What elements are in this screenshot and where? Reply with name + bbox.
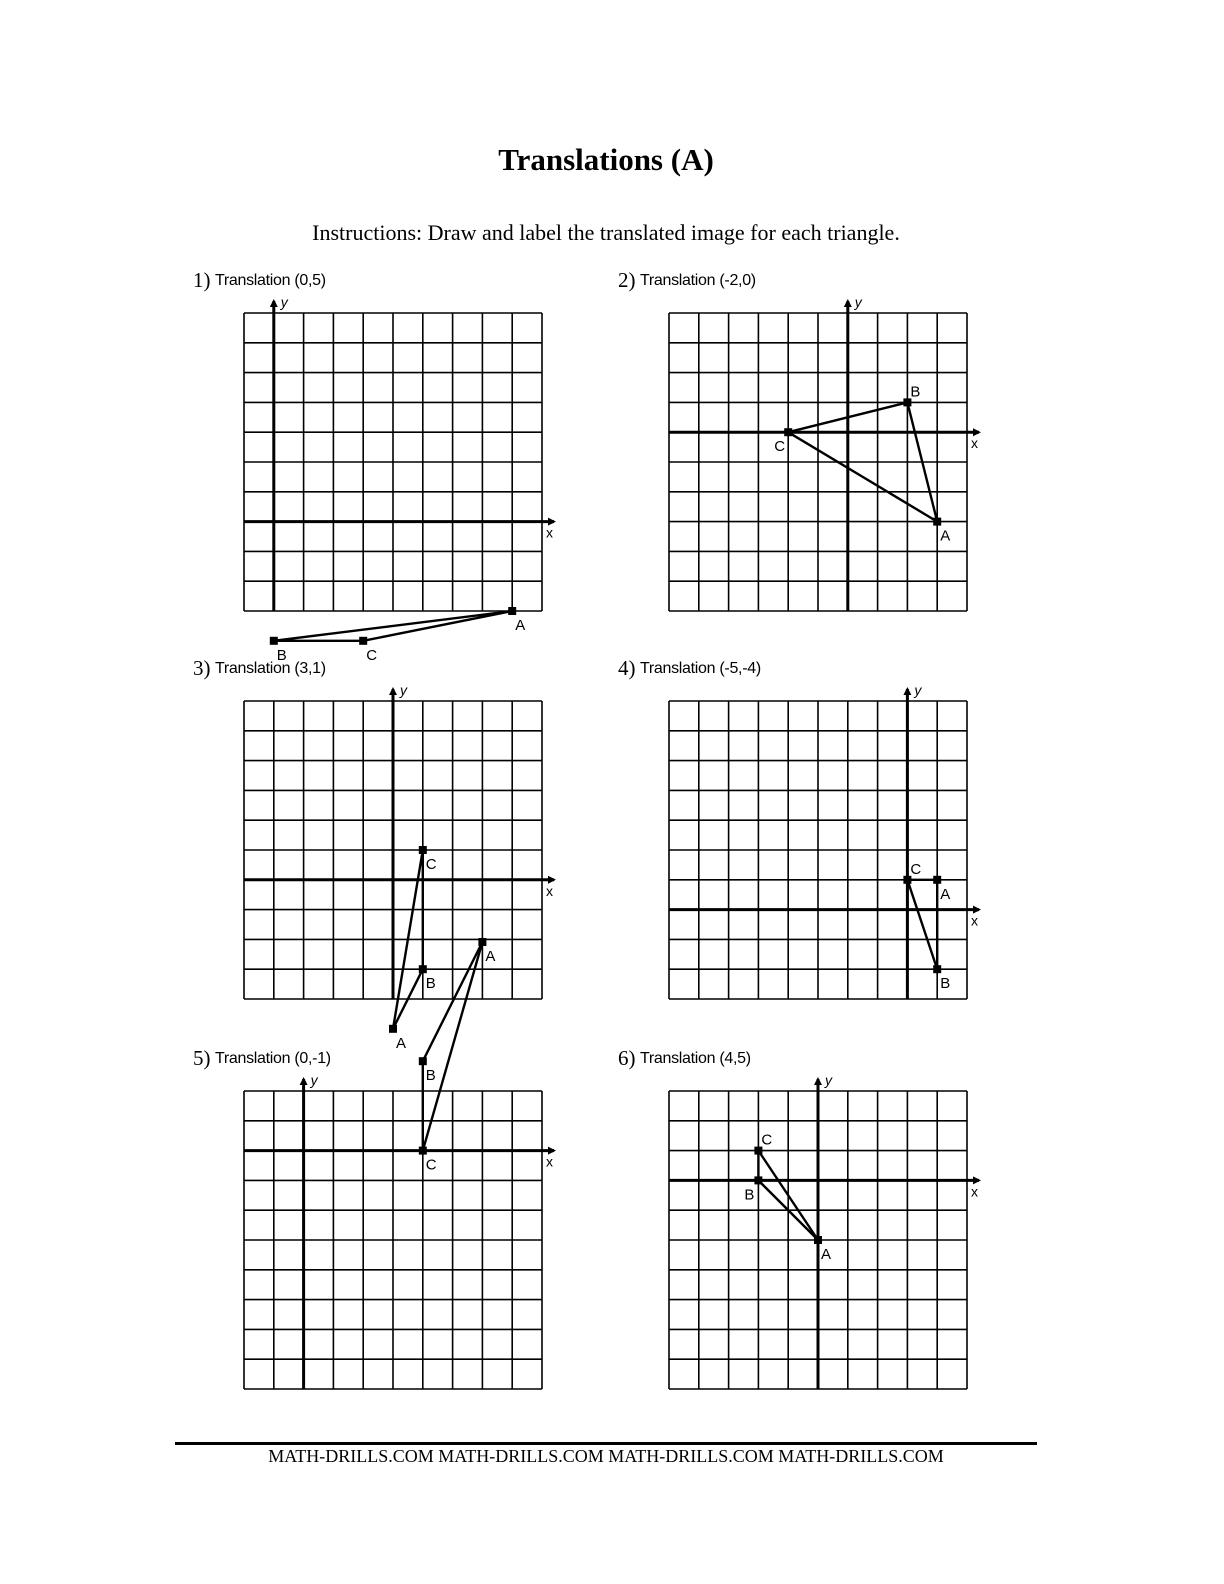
vertex-marker-b	[270, 637, 278, 645]
vertex-label-b: B	[910, 383, 921, 401]
problem-label: Translation (4,5)	[640, 1050, 751, 1067]
footer-text: MATH-DRILLS.COM MATH-DRILLS.COM MATH-DRILLS.COM MATH-DRILLS.COM	[268, 1446, 944, 1466]
problem-number: 4)	[618, 656, 636, 680]
triangle	[274, 611, 512, 641]
vertex-label-c: C	[366, 646, 378, 664]
vertex-label-a: A	[821, 1246, 832, 1263]
vertex-marker-a	[389, 1025, 397, 1033]
vertex-marker-c	[359, 637, 367, 645]
vertex-marker-b	[754, 1176, 762, 1184]
x-axis-label: x	[971, 912, 978, 929]
x-axis-label: x	[546, 882, 553, 899]
vertex-marker-b	[419, 965, 427, 973]
problem-1	[193, 268, 573, 664]
x-axis-label: x	[546, 524, 553, 541]
problem-label: Translation (-2,0)	[640, 272, 756, 289]
y-axis-arrow-icon	[300, 1077, 308, 1085]
problem-5	[193, 948, 573, 1436]
problem-2	[618, 268, 998, 658]
y-axis-arrow-icon	[389, 687, 397, 695]
vertex-label-a: A	[940, 527, 951, 545]
vertex-label-a: A	[485, 948, 496, 965]
coordinate-grid[interactable]	[618, 656, 998, 1016]
triangle	[907, 880, 937, 969]
vertex-marker-a	[508, 607, 516, 615]
vertex-label-a: A	[515, 617, 526, 634]
y-axis-arrow-icon	[844, 299, 852, 307]
vertex-label-b: B	[425, 1067, 436, 1085]
y-axis-label: y	[825, 1072, 832, 1088]
vertex-label-b: B	[276, 646, 287, 664]
vertex-label-b: B	[940, 975, 951, 993]
y-axis-arrow-icon	[814, 1077, 822, 1085]
y-axis-label: y	[310, 1072, 318, 1088]
coordinate-grid[interactable]	[193, 656, 573, 1052]
coordinate-grid[interactable]	[193, 948, 573, 1406]
instructions: Instructions: Draw and label the translated image for each triangle.	[312, 220, 900, 245]
vertex-label-a: A	[940, 885, 951, 903]
vertex-marker-b	[933, 965, 941, 973]
vertex-marker-b	[419, 1057, 427, 1065]
vertex-label-c: C	[761, 1131, 773, 1149]
y-axis-label: y	[400, 682, 407, 698]
y-axis-label: y	[914, 682, 922, 698]
x-axis-label: x	[971, 435, 978, 452]
vertex-marker-c	[419, 1147, 427, 1155]
y-axis-label: y	[854, 294, 862, 310]
vertex-label-c: C	[910, 860, 922, 878]
vertex-label-b: B	[425, 975, 436, 993]
problem-number: 5)	[193, 1046, 211, 1070]
vertex-label-c: C	[774, 438, 786, 456]
problem-number: 3)	[193, 656, 211, 680]
x-axis-label: x	[546, 1153, 553, 1170]
vertex-label-b: B	[744, 1186, 755, 1204]
problem-label: Translation (0,5)	[215, 272, 326, 289]
coordinate-grid[interactable]	[193, 268, 573, 664]
x-axis-label: x	[971, 1183, 978, 1200]
coordinate-grid[interactable]	[618, 1046, 998, 1406]
vertex-label-a: A	[396, 1034, 407, 1052]
vertex-marker-c	[419, 846, 427, 854]
vertex-label-c: C	[425, 856, 437, 873]
footer-divider	[175, 1442, 1037, 1445]
problem-3	[193, 656, 573, 1052]
y-axis-arrow-icon	[903, 687, 911, 695]
vertex-marker-c	[784, 428, 792, 436]
vertex-marker-a	[933, 518, 941, 526]
y-axis-label: y	[280, 294, 288, 310]
problem-number: 6)	[618, 1046, 636, 1070]
vertex-marker-a	[933, 876, 941, 884]
problem-label: Translation (-5,-4)	[640, 660, 761, 677]
problem-number: 1)	[193, 268, 211, 292]
vertex-marker-a	[478, 938, 486, 946]
problem-4	[618, 656, 998, 1046]
problem-number: 2)	[618, 268, 636, 292]
y-axis-arrow-icon	[270, 299, 278, 307]
problem-label: Translation (3,1)	[215, 660, 326, 677]
page-title: Translations (A)	[498, 142, 714, 177]
vertex-marker-a	[814, 1236, 822, 1244]
vertex-label-c: C	[425, 1156, 437, 1174]
coordinate-grid[interactable]	[618, 268, 998, 628]
problem-6	[618, 1046, 998, 1436]
problem-label: Translation (0,-1)	[215, 1050, 331, 1067]
